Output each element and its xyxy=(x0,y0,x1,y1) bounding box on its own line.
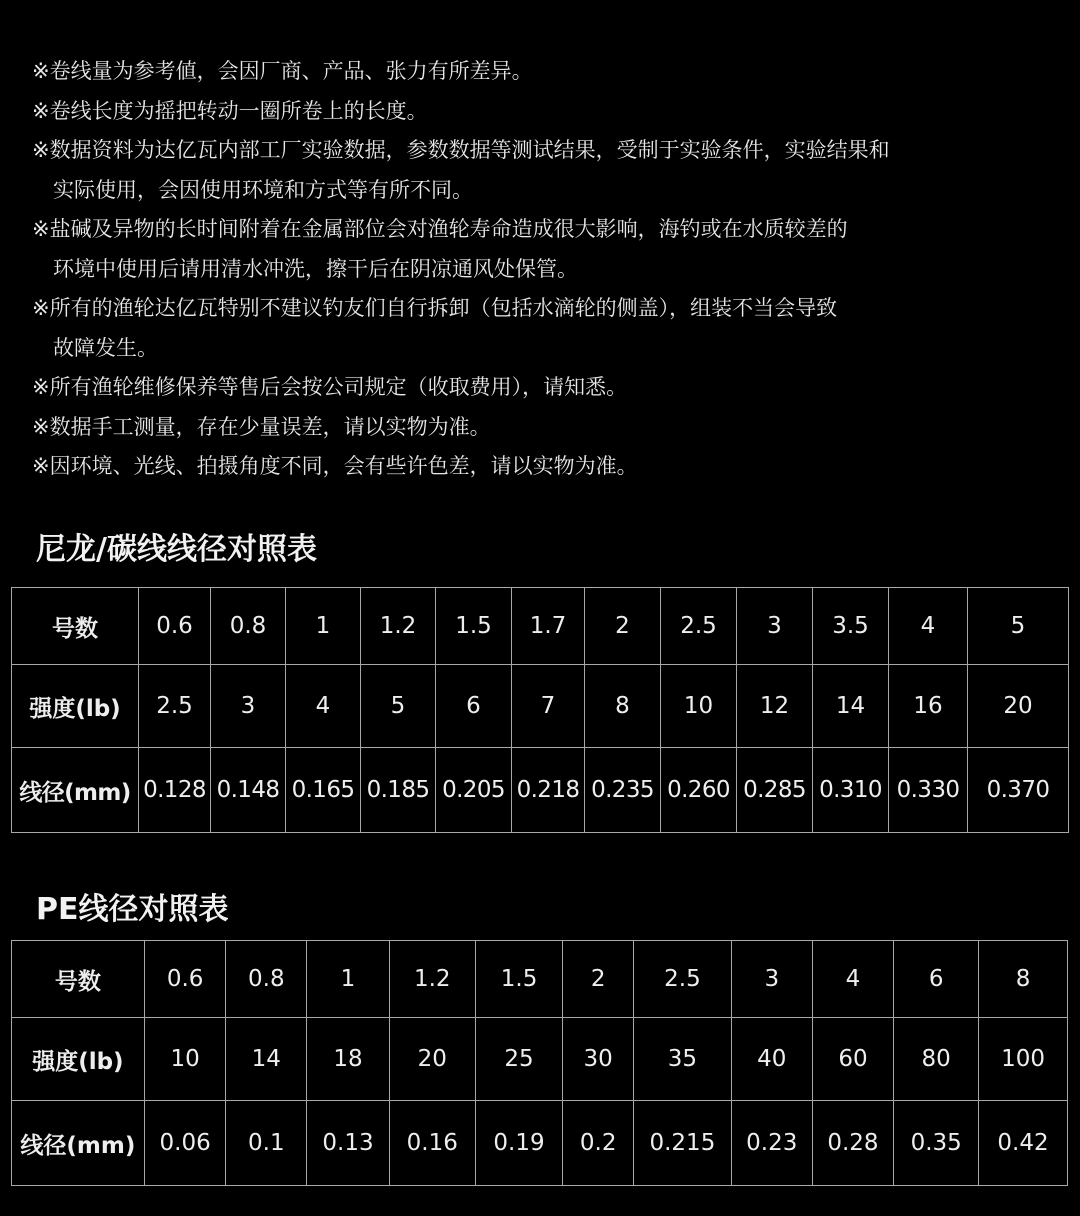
pe-table-body xyxy=(12,941,1068,1186)
note-text: ※卷线长度为摇把转动一圈所卷上的长度。 xyxy=(32,98,428,123)
table-cell: 4 xyxy=(286,665,361,748)
table-cell: 35 xyxy=(633,1018,731,1101)
nylon-row-size xyxy=(12,588,1069,665)
table-cell: 0.215 xyxy=(633,1101,731,1186)
nylon-table-body xyxy=(12,588,1069,833)
table-cell: 0.16 xyxy=(389,1101,475,1186)
table-cell: 30 xyxy=(563,1018,633,1101)
table-cell: 2.5 xyxy=(633,941,731,1018)
table-cell: 14 xyxy=(226,1018,307,1101)
table-cell: 0.330 xyxy=(889,748,968,833)
pe-spec-table xyxy=(11,940,1068,1186)
table-cell: 0.19 xyxy=(475,1101,563,1186)
note-text-continued: 实际使用，会因使用环境和方式等有所不同。 xyxy=(53,177,473,202)
note-length xyxy=(32,92,1052,132)
table-cell: 0.06 xyxy=(144,1101,226,1186)
table-cell: 6 xyxy=(894,941,979,1018)
row-header: 线径(mm) xyxy=(12,1101,145,1186)
table-cell: 2.5 xyxy=(139,665,211,748)
table-cell: 6 xyxy=(436,665,512,748)
table-cell: 0.370 xyxy=(968,748,1069,833)
pe-table-title: PE线径对照表 xyxy=(36,892,229,927)
note-text: ※因环境、光线、拍摄角度不同，会有些许色差，请以实物为准。 xyxy=(32,454,638,478)
table-cell: 0.8 xyxy=(226,941,307,1018)
table-cell: 1.2 xyxy=(361,588,436,665)
nylon-spec-table xyxy=(11,587,1069,833)
pe-row-size xyxy=(12,941,1068,1018)
table-cell: 3 xyxy=(731,941,812,1018)
table-cell: 0.1 xyxy=(226,1101,307,1186)
table-cell: 0.35 xyxy=(894,1101,979,1186)
table-cell: 0.6 xyxy=(139,588,211,665)
note-text-continued: 故障发生。 xyxy=(53,335,158,360)
table-cell: 1.5 xyxy=(475,941,563,1018)
pe-row-diameter xyxy=(12,1101,1068,1186)
note-text: ※数据资料为达亿瓦内部工厂实验数据，参数数据等测试结果，受制于实验条件，实验结果和 xyxy=(32,138,890,162)
note-text: ※盐碱及异物的长时间附着在金属部位会对渔轮寿命造成很大影响，海钓或在水质较差的 xyxy=(32,217,848,241)
row-header: 号数 xyxy=(12,588,139,665)
table-cell: 0.165 xyxy=(286,748,361,833)
table-cell: 0.148 xyxy=(211,748,286,833)
table-cell: 14 xyxy=(813,665,889,748)
table-cell: 10 xyxy=(144,1018,226,1101)
table-cell: 3 xyxy=(211,665,286,748)
table-cell: 25 xyxy=(475,1018,563,1101)
note-data-source xyxy=(32,131,1052,210)
table-cell: 1.7 xyxy=(512,588,585,665)
table-cell: 3.5 xyxy=(813,588,889,665)
nylon-row-strength xyxy=(12,665,1069,748)
table-cell: 4 xyxy=(889,588,968,665)
table-cell: 60 xyxy=(812,1018,894,1101)
note-color xyxy=(32,447,1052,487)
notes-list xyxy=(32,52,1052,487)
table-cell: 0.185 xyxy=(361,748,436,833)
nylon-row-diameter xyxy=(12,748,1069,833)
table-cell: 1.2 xyxy=(389,941,475,1018)
table-cell: 1 xyxy=(286,588,361,665)
note-volume xyxy=(32,52,1052,92)
table-cell: 5 xyxy=(361,665,436,748)
table-cell: 5 xyxy=(968,588,1069,665)
table-cell: 10 xyxy=(661,665,737,748)
table-cell: 100 xyxy=(979,1018,1068,1101)
row-header: 号数 xyxy=(12,941,145,1018)
table-cell: 16 xyxy=(889,665,968,748)
row-header: 线径(mm) xyxy=(12,748,139,833)
table-cell: 0.28 xyxy=(812,1101,894,1186)
table-cell: 0.6 xyxy=(144,941,226,1018)
note-after-sales xyxy=(32,368,1052,408)
table-cell: 0.205 xyxy=(436,748,512,833)
note-text: ※数据手工测量，存在少量误差，请以实物为准。 xyxy=(32,414,491,439)
pe-row-strength xyxy=(12,1018,1068,1101)
table-cell: 2 xyxy=(585,588,661,665)
table-cell: 0.128 xyxy=(139,748,211,833)
note-maintenance xyxy=(32,210,1052,289)
row-header: 强度(lb) xyxy=(12,1018,145,1101)
table-cell: 0.23 xyxy=(731,1101,812,1186)
note-text: ※所有渔轮维修保养等售后会按公司规定（收取费用），请知悉。 xyxy=(32,375,628,399)
table-cell: 7 xyxy=(512,665,585,748)
note-text-continued: 环境中使用后请用清水冲洗，擦干后在阴凉通风处保管。 xyxy=(53,256,578,281)
table-cell: 2.5 xyxy=(661,588,737,665)
table-cell: 0.13 xyxy=(307,1101,390,1186)
table-cell: 80 xyxy=(894,1018,979,1101)
note-text: ※卷线量为参考値，会因厂商、产品、张力有所差异。 xyxy=(32,59,533,83)
table-cell: 4 xyxy=(812,941,894,1018)
table-cell: 40 xyxy=(731,1018,812,1101)
note-text: ※所有的渔轮达亿瓦特别不建议钓友们自行拆卸（包括水滴轮的侧盖），组装不当会导致 xyxy=(32,296,838,320)
table-cell: 20 xyxy=(968,665,1069,748)
nylon-table-title: 尼龙/碳线线径对照表 xyxy=(36,532,317,567)
note-disassembly xyxy=(32,289,1052,368)
table-cell: 0.218 xyxy=(512,748,585,833)
table-cell: 8 xyxy=(979,941,1068,1018)
table-cell: 0.235 xyxy=(585,748,661,833)
row-header: 强度(lb) xyxy=(12,665,139,748)
table-cell: 0.8 xyxy=(211,588,286,665)
table-cell: 0.285 xyxy=(737,748,813,833)
table-cell: 0.310 xyxy=(813,748,889,833)
table-cell: 12 xyxy=(737,665,813,748)
table-cell: 0.260 xyxy=(661,748,737,833)
table-cell: 0.2 xyxy=(563,1101,633,1186)
table-cell: 1.5 xyxy=(436,588,512,665)
table-cell: 3 xyxy=(737,588,813,665)
table-cell: 2 xyxy=(563,941,633,1018)
table-cell: 0.42 xyxy=(979,1101,1068,1186)
table-cell: 20 xyxy=(389,1018,475,1101)
table-cell: 8 xyxy=(585,665,661,748)
table-cell: 18 xyxy=(307,1018,390,1101)
table-cell: 1 xyxy=(307,941,390,1018)
note-measurement xyxy=(32,408,1052,448)
